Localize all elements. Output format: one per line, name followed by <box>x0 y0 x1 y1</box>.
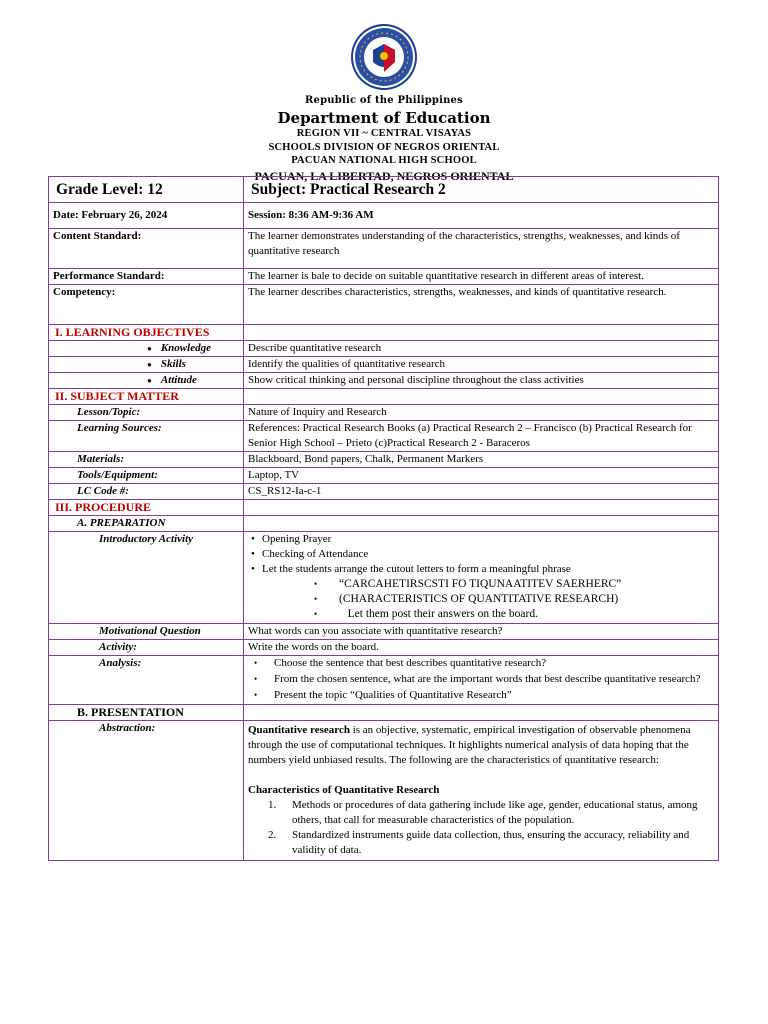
content-standard-label: Content Standard: <box>49 229 244 269</box>
performance-standard-row <box>49 269 719 285</box>
empty-cell <box>244 325 719 341</box>
date: Date: February 26, 2024 <box>49 203 244 229</box>
analysis-row <box>49 656 719 705</box>
objective-label: ● Knowledge <box>49 341 244 357</box>
address-line: PACUAN, LA LIBERTAD, NEGROS ORIENTAL <box>254 168 514 183</box>
region-line: REGION VII ~ CENTRAL VISAYAS <box>296 128 472 139</box>
preparation-heading-row <box>49 516 719 532</box>
objective-value: Describe quantitative research <box>244 341 719 357</box>
preparation-heading: A. PREPARATION <box>49 516 244 532</box>
procedure-heading-row <box>49 500 719 516</box>
list-item: • Let them post their answers on the board. <box>248 607 714 622</box>
list-item: • “CARCAHETIRSCSTI FO TIQUNAATITEV SAERHERC” <box>248 577 714 592</box>
content-standard-row <box>49 229 719 269</box>
abstraction-paragraph <box>248 723 714 768</box>
presentation-heading: B. PRESENTATION <box>49 705 244 721</box>
list-item: • Checking of Attendance <box>248 547 714 562</box>
date-row <box>49 203 719 229</box>
tools-text: Laptop, TV <box>244 468 719 484</box>
item-number: 2. <box>268 829 277 842</box>
grade-level: Grade Level: 12 <box>49 177 244 203</box>
characteristics-list <box>248 798 714 858</box>
competency-label: Competency: <box>49 285 244 325</box>
materials-row <box>49 452 719 468</box>
lesson-plan-table <box>48 176 719 861</box>
session: Session: 8:36 AM-9:36 AM <box>244 203 719 229</box>
lc-text: CS_RS12-Ia-c-1 <box>244 484 719 500</box>
item-number: 1. <box>268 799 277 812</box>
activity-text: Write the words on the board. <box>244 640 719 656</box>
lc-row <box>49 484 719 500</box>
intro-sublist <box>248 577 714 622</box>
procedure-heading: III. PROCEDURE <box>49 500 244 516</box>
lesson-text: Nature of Inquiry and Research <box>244 405 719 421</box>
objective-row <box>49 373 719 389</box>
lc-label: LC Code #: <box>49 484 244 500</box>
republic-line: Republic of the Philippines <box>305 95 463 106</box>
item-text: Methods or procedures of data gathering include like age, gender, educational status, among others, that call for measurable characteristics of the population. <box>292 799 698 827</box>
objective-label-text: Attitude <box>160 374 197 387</box>
grade-row <box>49 177 719 203</box>
objectives-heading: I. LEARNING OBJECTIVES <box>49 325 244 341</box>
objective-label-text: Skills <box>160 358 186 371</box>
empty-cell <box>244 389 719 405</box>
objective-value: Identify the qualities of quantitative research <box>244 357 719 373</box>
subject: Subject: Practical Research 2 <box>244 177 719 203</box>
lesson-label: Lesson/Topic: <box>49 405 244 421</box>
materials-text: Blackboard, Bond papers, Chalk, Permanent Markers <box>244 452 719 468</box>
motivation-text: What words can you associate with quantitative research? <box>244 624 719 640</box>
motivation-label: Motivational Question <box>49 624 244 640</box>
subject-matter-heading: II. SUBJECT MATTER <box>49 389 244 405</box>
lesson-row <box>49 405 719 421</box>
characteristics-heading: Characteristics of Quantitative Research <box>248 784 440 797</box>
letterhead <box>0 22 768 182</box>
tools-label: Tools/Equipment: <box>49 468 244 484</box>
objective-value: Show critical thinking and personal discipline throughout the class activities <box>244 373 719 389</box>
intro-label: Introductory Activity <box>49 532 244 624</box>
performance-standard-label: Performance Standard: <box>49 269 244 285</box>
analysis-content <box>244 656 719 705</box>
analysis-list <box>248 656 714 703</box>
item-text: Standardized instruments guide data collection, thus, ensuring the accuracy, reliability and validity of data. <box>292 829 690 857</box>
motivation-row <box>49 624 719 640</box>
content-standard-text: The learner demonstrates understanding of the characteristics, strengths, weaknesses, and kinds of quantitative research <box>244 229 719 269</box>
list-item: • Let the students arrange the cutout letters to form a meaningful phrase <box>248 562 714 577</box>
intro-row <box>49 532 719 624</box>
competency-row <box>49 285 719 325</box>
intro-content <box>244 532 719 624</box>
list-item: • From the chosen sentence, what are the important words that best describe quantitative research? <box>248 672 714 687</box>
objective-label-text: Knowledge <box>160 342 211 355</box>
competency-text: The learner describes characteristics, strengths, weaknesses, and kinds of quantitative research. <box>244 285 719 325</box>
empty-cell <box>244 516 719 532</box>
objective-row <box>49 357 719 373</box>
empty-cell <box>244 500 719 516</box>
presentation-heading-row <box>49 705 719 721</box>
subject-matter-heading-row <box>49 389 719 405</box>
abstraction-label: Abstraction: <box>49 721 244 861</box>
department-line: Department of Education <box>277 109 491 127</box>
empty-cell <box>244 705 719 721</box>
activity-row <box>49 640 719 656</box>
list-item <box>248 798 714 828</box>
tools-row <box>49 468 719 484</box>
objectives-heading-row <box>49 325 719 341</box>
list-item <box>248 828 714 858</box>
deped-seal-icon <box>349 22 419 92</box>
performance-standard-text: The learner is bale to decide on suitable quantitative research in different areas of interest. <box>244 269 719 285</box>
school-line: PACUAN NATIONAL HIGH SCHOOL <box>291 155 477 166</box>
division-line: SCHOOLS DIVISION OF NEGROS ORIENTAL <box>268 141 500 153</box>
activity-label: Activity: <box>49 640 244 656</box>
objective-label: ● Attitude <box>49 373 244 389</box>
abstraction-row <box>49 721 719 861</box>
objective-label: ● Skills <box>49 357 244 373</box>
analysis-label: Analysis: <box>49 656 244 705</box>
abstraction-text: is an objective, systematic, empirical investigation of observable phenomena through the use of computational techniques. It highlights numerical analysis of data hoping that the numbers yield unbiased results. The following are the characteristics of quantitative research: <box>248 724 691 767</box>
list-item: • Choose the sentence that best describes quantitative research? <box>248 656 714 671</box>
sources-row <box>49 421 719 452</box>
list-item: • Opening Prayer <box>248 532 714 547</box>
abstraction-content <box>244 721 719 861</box>
sources-text: References: Practical Research Books (a) Practical Research 2 – Francisco (b) Practical Research for Senior High School – Prieto (c)Practical Research 2 - Baraceros <box>244 421 719 452</box>
materials-label: Materials: <box>49 452 244 468</box>
list-item: • (CHARACTERISTICS OF QUANTITATIVE RESEARCH) <box>248 592 714 607</box>
sources-label: Learning Sources: <box>49 421 244 452</box>
objective-row <box>49 341 719 357</box>
list-item: • Present the topic “Qualities of Quantitative Research” <box>248 688 714 703</box>
intro-list <box>248 532 714 577</box>
abstraction-term: Quantitative research <box>248 724 350 737</box>
